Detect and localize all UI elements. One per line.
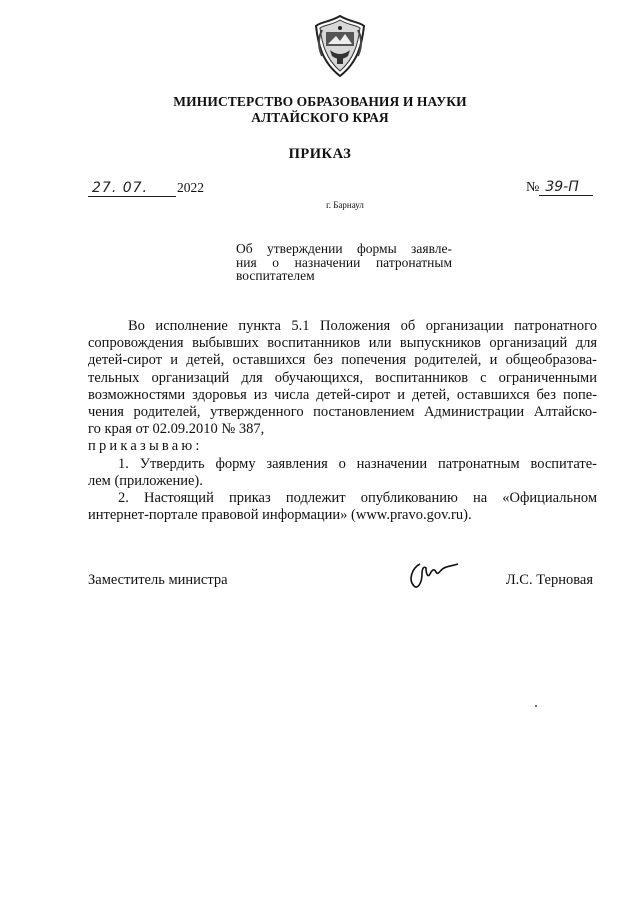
- subject-line: ния о назначении патронатным: [236, 254, 452, 270]
- document-body: [88, 318, 597, 524]
- ministry-line-1: МИНИСТЕРСТВО ОБРАЗОВАНИЯ И НАУКИ: [173, 94, 467, 109]
- scan-speck: [535, 705, 537, 707]
- body-line: возможностями здоровья из числа детей-сирот и детей, оставшихся без попе-: [88, 386, 597, 403]
- body-line: лем (приложение).: [88, 472, 203, 489]
- body-line: Во исполнение пункта 5.1 Положения об организации патронатного: [128, 318, 597, 334]
- number-handwritten: 39-П: [539, 179, 593, 196]
- document-date: [88, 180, 204, 197]
- ministry-line-2: АЛТАЙСКОГО КРАЯ: [251, 110, 389, 125]
- signatory-name: Л.С. Терновая: [505, 572, 593, 588]
- body-line: го края от 02.09.2010 № 387,: [88, 421, 265, 438]
- date-year: 2022: [177, 180, 204, 195]
- document-subject: [236, 242, 452, 283]
- city-label: г. Барнаул: [326, 200, 364, 210]
- ministry-name: [0, 94, 640, 126]
- signatory-title: Заместитель министра: [88, 572, 228, 588]
- document-number: [526, 179, 593, 196]
- body-line: сопровождения выбывших воспитанников или выпускников организаций для: [88, 335, 597, 352]
- document-type-title: ПРИКАЗ: [288, 146, 352, 162]
- subject-line: воспитателем: [236, 268, 315, 283]
- number-prefix: №: [526, 180, 540, 195]
- body-line: тельных организаций для обучающихся, воспитанников с ограниченными: [88, 369, 597, 386]
- coat-of-arms-icon: [312, 14, 368, 78]
- body-line: интернет-портале правовой информации» (www.pravo.gov.ru).: [88, 507, 472, 524]
- body-line: чения родителей, утвержденного постановлением Администрации Алтайско-: [88, 404, 597, 421]
- body-line: детей-сирот и детей, оставшихся без попечения родителей, и общеобразова-: [88, 352, 597, 369]
- subject-line: Об утверждении формы заявле-: [236, 241, 452, 256]
- body-line: 2. Настоящий приказ подлежит опубликованию на «Официальном: [118, 490, 597, 507]
- order-word: приказываю:: [88, 438, 203, 455]
- date-handwritten: 27. 07.: [88, 180, 176, 197]
- body-line: 1. Утвердить форму заявления о назначении патронатным воспитате-: [118, 455, 597, 472]
- signature-icon: [406, 558, 460, 594]
